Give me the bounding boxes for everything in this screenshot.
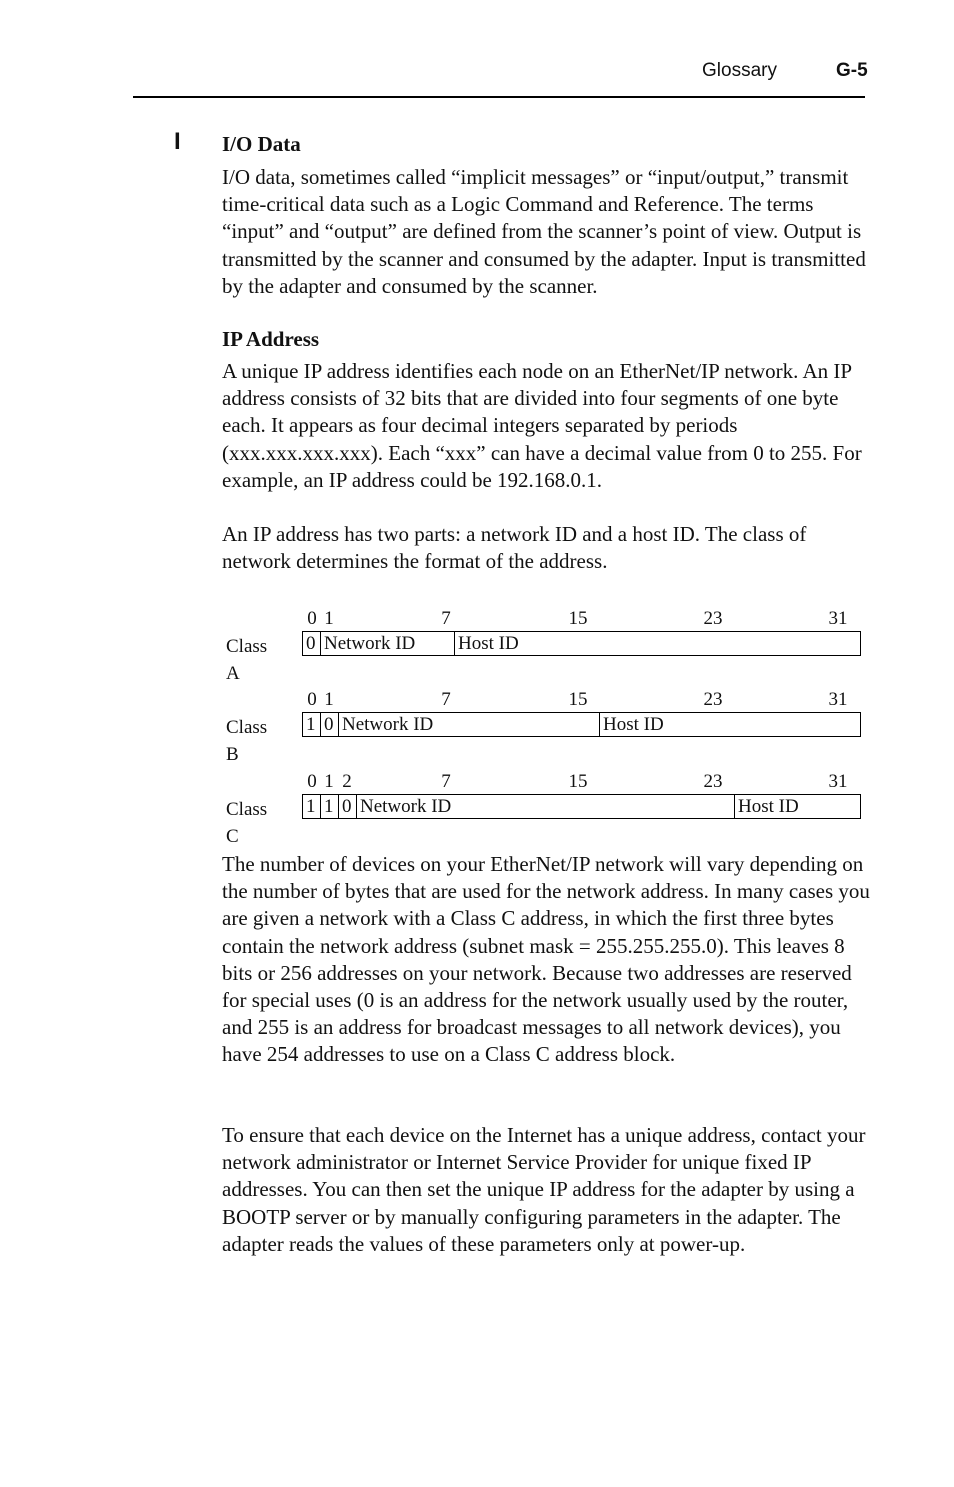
bit-number: 31 <box>828 608 848 629</box>
class-label: Class C <box>226 799 268 848</box>
bit-number: 15 <box>568 771 588 792</box>
class-label: Class A <box>226 636 268 685</box>
bit-number: 0 <box>307 689 317 710</box>
class-label: Class B <box>226 717 268 766</box>
bit-number: 2 <box>342 771 352 792</box>
bit-number: 0 <box>307 608 317 629</box>
network-id-field: Network ID <box>321 632 455 655</box>
bit-number: 7 <box>441 771 451 792</box>
bit-number: 23 <box>703 608 723 629</box>
bit-number: 7 <box>441 689 451 710</box>
definition-ip-address-p2: An IP address has two parts: a network ID and a host ID. The class of network determines the format of the address. <box>222 522 807 574</box>
bit-number: 23 <box>703 771 723 792</box>
bit-number: 23 <box>703 689 723 710</box>
class-bit-field: 0 <box>321 713 339 736</box>
bit-number: 7 <box>441 608 451 629</box>
class-bit-field: 0 <box>339 795 357 818</box>
host-id-field: Host ID <box>603 714 664 735</box>
class-bit-field: 1 <box>303 795 321 818</box>
bit-number: 15 <box>568 608 588 629</box>
network-id-field: Network ID <box>357 795 735 818</box>
definition-io-data: I/O data, sometimes called “implicit messages” or “input/output,” transmit time-critical data such as a Logic Command and Reference. The terms “input” and “output” are defined from the scanner’s point of view. Output is transmitted by the scanner and consumed by the adapter. Input is transmitted by the adapter and consumed by the scanner. <box>222 165 866 298</box>
network-id-field: Network ID <box>339 713 600 736</box>
class-bit-field: 1 <box>321 795 339 818</box>
term-ip-address: IP Address <box>222 327 320 351</box>
bit-number: 15 <box>568 689 588 710</box>
definition-ip-address-p1: A unique IP address identifies each node on an EtherNet/IP network. An IP address consists of 32 bits that are divided into four segments of one byte each. It appears as four decimal integers separated by periods (xxx.xxx.xxx.xxx). Each “xxx” can have a decimal value from 0 to 255. For example, an IP address could be 192.168.0.1. <box>222 359 862 492</box>
bit-number: 1 <box>324 608 334 629</box>
header-section-title: Glossary <box>702 60 777 81</box>
bit-number: 1 <box>324 689 334 710</box>
term-io-data: I/O Data <box>222 132 301 156</box>
host-id-field: Host ID <box>458 633 519 654</box>
definition-ip-address-p4: To ensure that each device on the Internet has a unique address, contact your network administrator or Internet Service Provider for unique fixed IP addresses. You can then set the unique IP address for the adapter by using a BOOTP server or by manually configuring parameters in the adapter. The adapter reads the values of these parameters only at power-up. <box>222 1123 866 1256</box>
bit-number: 0 <box>307 771 317 792</box>
header-page-number: G-5 <box>836 60 868 81</box>
class-bit-field: 1 <box>303 713 321 736</box>
bit-number: 1 <box>324 771 334 792</box>
definition-ip-address-p3: The number of devices on your EtherNet/IP network will vary depending on the number of bytes that are used for the network address. In many cases you are given a network with a Class C address, in which the first three bytes contain the network address (subnet mask = 255.255.255.0). This leaves 8 bits or 256 addresses on your network. Because two addresses are reserved for special uses (0 is an address for the network usually used by the router, and 255 is an address for broadcast messages to all network devices), you have 254 addresses to use on a Class C address block. <box>222 852 870 1067</box>
section-letter: I <box>174 128 181 155</box>
host-id-field: Host ID <box>738 796 799 817</box>
bit-number: 31 <box>828 771 848 792</box>
header-divider <box>133 96 865 98</box>
address-bit-bar <box>302 712 861 737</box>
address-bit-bar <box>302 794 861 819</box>
address-bit-bar <box>302 631 861 656</box>
bit-number: 31 <box>828 689 848 710</box>
class-bit-field: 0 <box>303 632 321 655</box>
